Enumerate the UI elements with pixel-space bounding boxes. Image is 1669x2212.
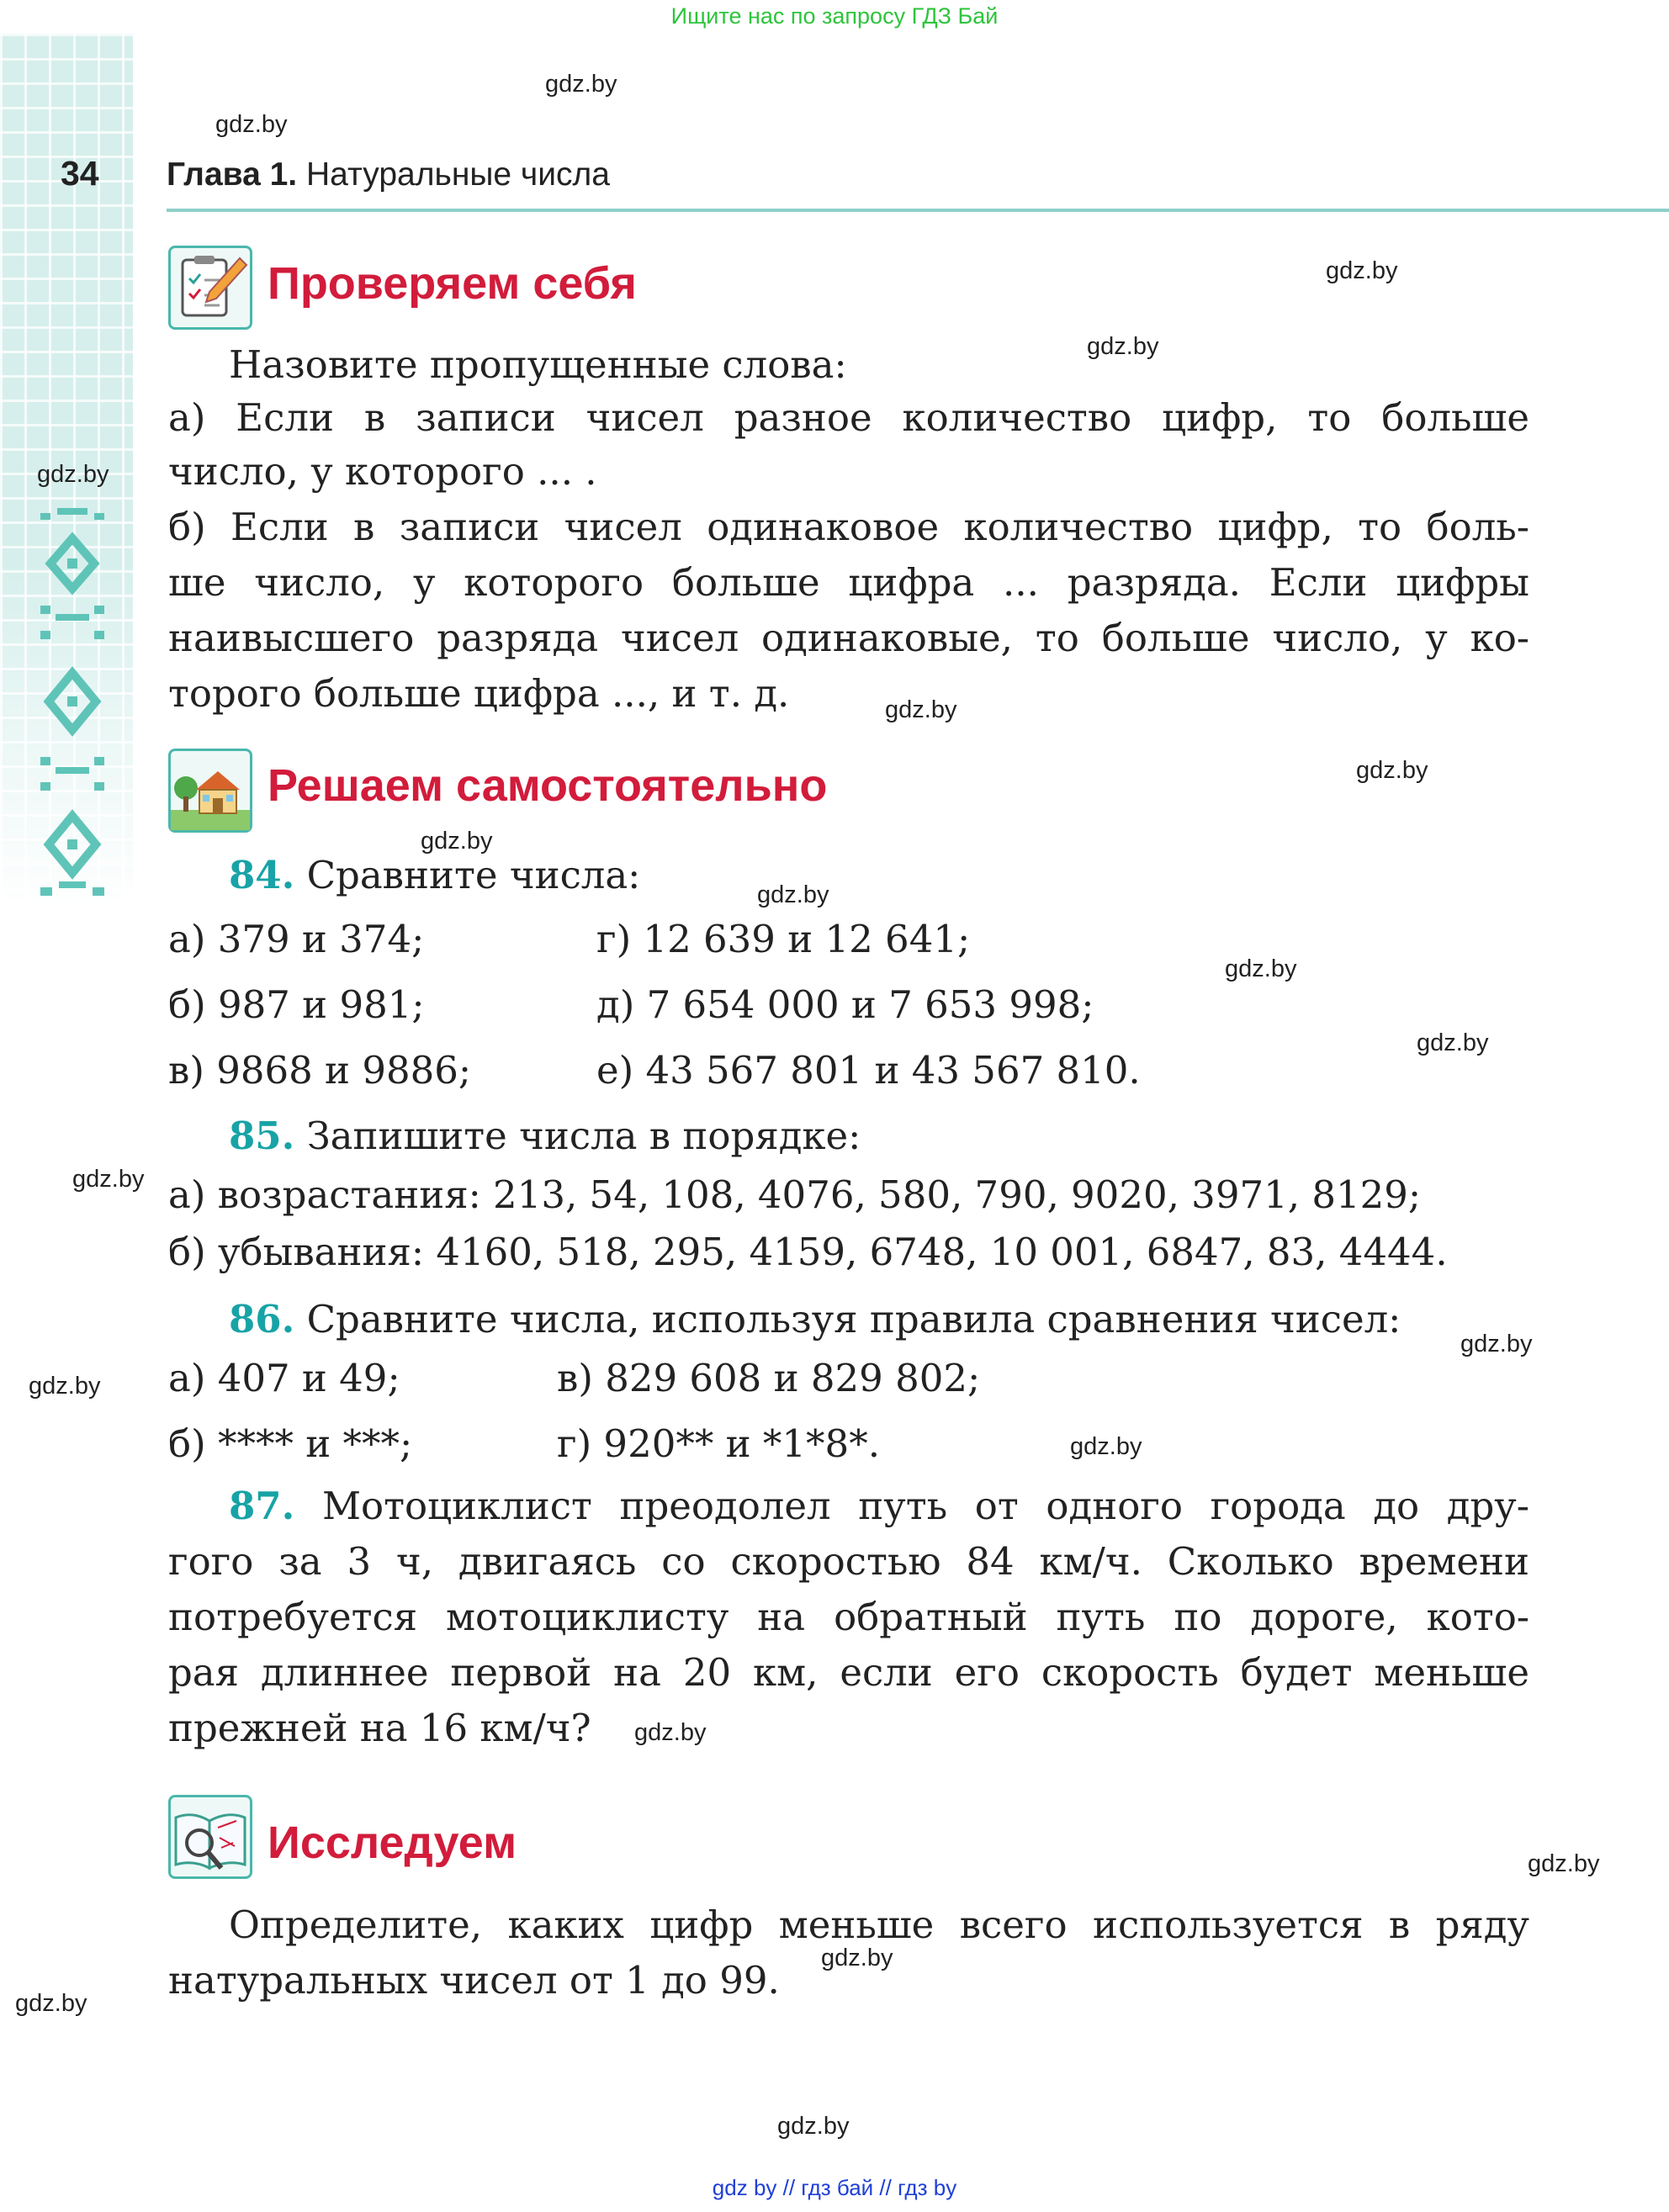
exercise-86-heading bbox=[229, 1292, 1401, 1347]
exercise-84-heading bbox=[229, 848, 640, 903]
chapter-label: Глава 1. bbox=[167, 156, 298, 193]
watermark: gdz.by bbox=[757, 881, 829, 908]
exercise-86-prompt: Сравните числа, используя правила сравнения чисел: bbox=[306, 1297, 1401, 1341]
check-b-line-4: торого больше цифра ..., и т. д. bbox=[168, 671, 790, 716]
check-a-line-2: число, у которого ... . bbox=[168, 449, 597, 494]
watermark: gdz.by bbox=[29, 1373, 101, 1400]
house-icon bbox=[168, 749, 252, 833]
exercise-85-prompt: Запишите числа в порядке: bbox=[306, 1114, 861, 1158]
watermark: gdz.by bbox=[1087, 333, 1159, 360]
research-line-1: Определите, каких цифр меньше всего используется в ряду bbox=[229, 1902, 1529, 1947]
watermark: gdz.by bbox=[821, 1945, 893, 1971]
exercise-84-item-e: е) 43 567 801 и 43 567 810. bbox=[596, 1048, 1141, 1093]
check-a-line-1: а) Если в записи чисел разное количество цифр, то больше bbox=[168, 395, 1529, 440]
exercise-85-number: 85. bbox=[229, 1114, 295, 1158]
exercise-85-item-a: а) возрастания: 213, 54, 108, 4076, 580, 790, 9020, 3971, 8129; bbox=[168, 1172, 1421, 1217]
watermark: gdz.by bbox=[1417, 1029, 1489, 1056]
exercise-87-line-1-text: Мотоциклист преодолел путь от одного города до дру- bbox=[321, 1484, 1529, 1528]
watermark: gdz.by bbox=[37, 461, 109, 488]
watermark: gdz.by bbox=[1460, 1331, 1533, 1357]
header-rule bbox=[167, 209, 1669, 212]
watermark: gdz.by bbox=[1225, 955, 1297, 982]
exercise-84-item-a: а) 379 и 374; bbox=[168, 917, 425, 961]
section-title-check: Проверяем себя bbox=[268, 258, 637, 309]
watermark: gdz.by bbox=[777, 2113, 850, 2140]
watermark: gdz.by bbox=[1326, 257, 1398, 284]
exercise-87-number: 87. bbox=[229, 1484, 295, 1528]
exercise-87-line-2: гого за 3 ч, двигаясь со скоростью 84 км/ч. Сколько времени bbox=[168, 1539, 1529, 1584]
exercise-86-item-g: г) 920** и *1*8*. bbox=[557, 1421, 880, 1466]
watermark: gdz.by bbox=[634, 1719, 707, 1746]
watermark: gdz.by bbox=[15, 1990, 87, 2017]
exercise-87-line-5: прежней на 16 км/ч? bbox=[168, 1706, 591, 1750]
exercise-86-number: 86. bbox=[229, 1297, 295, 1341]
watermark: gdz.by bbox=[545, 71, 617, 98]
ornament-icon bbox=[40, 505, 104, 900]
chapter-heading bbox=[167, 156, 610, 193]
check-b-line-3: наивысшего разряда чисел одинаковые, то больше число, у ко- bbox=[168, 616, 1529, 660]
check-intro: Назовите пропущенные слова: bbox=[229, 342, 847, 387]
exercise-87-line-4: рая длиннее первой на 20 км, если его скорость будет меньше bbox=[168, 1650, 1529, 1695]
exercise-86-item-b: б) **** и ***; bbox=[168, 1421, 413, 1466]
exercise-87-line-1 bbox=[168, 1479, 1529, 1534]
exercise-84-prompt: Сравните числа: bbox=[306, 853, 641, 897]
section-title-solve: Решаем самостоятельно bbox=[268, 760, 828, 811]
watermark: gdz.by bbox=[1070, 1433, 1142, 1460]
exercise-84-number: 84. bbox=[229, 853, 295, 897]
watermark: gdz.by bbox=[1356, 757, 1428, 784]
magnifier-book-icon bbox=[168, 1795, 252, 1879]
top-banner[interactable]: Ищите нас по запросу ГДЗ Бай bbox=[670, 3, 999, 29]
watermark: gdz.by bbox=[72, 1166, 145, 1193]
footer-links[interactable]: gdz by // гдз бай // гдз by bbox=[712, 2175, 957, 2200]
watermark: gdz.by bbox=[421, 828, 493, 855]
chapter-title: Натуральные числа bbox=[306, 156, 610, 193]
check-b-line-2: ше число, у которого больше цифра ... разряда. Если цифры bbox=[168, 560, 1529, 605]
watermark: gdz.by bbox=[215, 111, 288, 138]
exercise-86-item-v: в) 829 608 и 829 802; bbox=[557, 1356, 981, 1400]
exercise-85-heading bbox=[229, 1109, 861, 1164]
page-number: 34 bbox=[61, 154, 99, 193]
exercise-84-item-d: д) 7 654 000 и 7 653 998; bbox=[596, 982, 1094, 1027]
watermark: gdz.by bbox=[885, 696, 957, 723]
research-line-2: натуральных чисел от 1 до 99. bbox=[168, 1958, 780, 2003]
section-title-research: Исследуем bbox=[268, 1818, 517, 1868]
exercise-86-item-a: а) 407 и 49; bbox=[168, 1356, 400, 1400]
exercise-84-item-v: в) 9868 и 9886; bbox=[168, 1048, 471, 1093]
exercise-85-item-b: б) убывания: 4160, 518, 295, 4159, 6748, 10 001, 6847, 83, 4444. bbox=[168, 1230, 1448, 1274]
watermark: gdz.by bbox=[1528, 1850, 1600, 1877]
exercise-84-item-b: б) 987 и 981; bbox=[168, 982, 425, 1027]
check-b-line-1: б) Если в записи чисел одинаковое количество цифр, то боль- bbox=[168, 505, 1529, 549]
checklist-pencil-icon bbox=[168, 246, 252, 330]
exercise-87-line-3: потребуется мотоциклисту на обратный путь по дороге, кото- bbox=[168, 1595, 1529, 1639]
exercise-84-item-g: г) 12 639 и 12 641; bbox=[596, 917, 971, 961]
